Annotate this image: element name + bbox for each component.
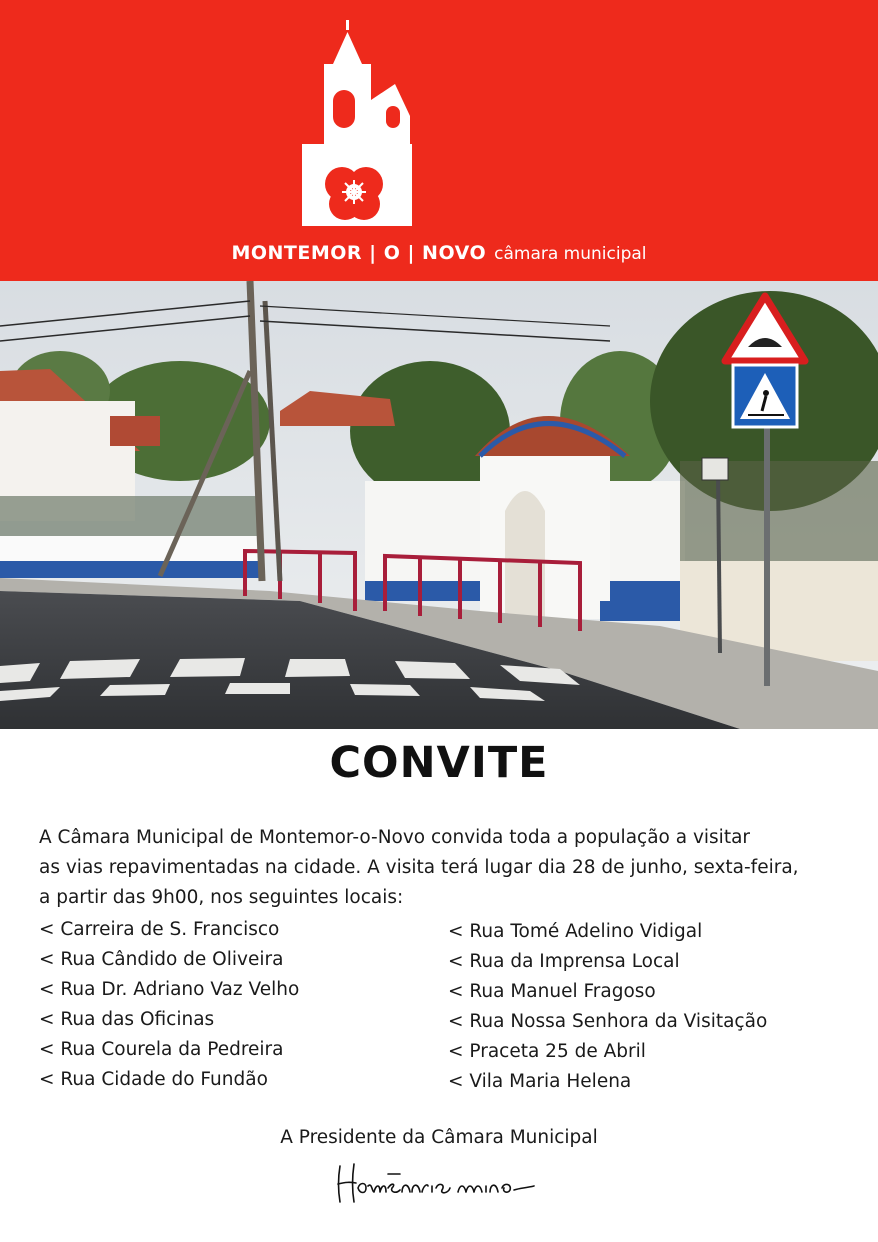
list-item: < Rua da Imprensa Local bbox=[448, 951, 680, 972]
header-banner bbox=[0, 0, 878, 281]
invitation-intro bbox=[39, 823, 859, 913]
locations-list-left bbox=[39, 915, 299, 1095]
list-item: < Rua Courela da Pedreira bbox=[39, 1039, 284, 1060]
list-item: < Carreira de S. Francisco bbox=[39, 919, 280, 940]
invitation-title: CONVITE bbox=[329, 738, 549, 788]
president-title: A Presidente da Câmara Municipal bbox=[280, 1127, 598, 1148]
list-item: < Praceta 25 de Abril bbox=[448, 1041, 646, 1062]
brand-subtitle: câmara municipal bbox=[494, 244, 647, 264]
list-item: < Rua das Oficinas bbox=[39, 1009, 215, 1030]
intro-line: a partir das 9h00, nos seguintes locais: bbox=[39, 887, 404, 908]
list-item: < Rua Tomé Adelino Vidigal bbox=[448, 921, 703, 942]
locations-list-right bbox=[448, 917, 767, 1097]
handwritten-signature bbox=[330, 1158, 550, 1208]
brand-line bbox=[0, 242, 878, 264]
list-item: < Rua Cidade do Fundão bbox=[39, 1069, 268, 1090]
church-logo-icon bbox=[300, 20, 414, 226]
list-item: < Rua Dr. Adriano Vaz Velho bbox=[39, 979, 300, 1000]
brand-name: MONTEMOR | O | NOVO bbox=[231, 242, 487, 264]
list-item: < Rua Nossa Senhora da Visitação bbox=[448, 1011, 768, 1032]
intro-line: as vias repavimentadas na cidade. A visita terá lugar dia 28 de junho, sexta-feira, bbox=[39, 857, 799, 878]
street-photo bbox=[0, 281, 878, 729]
list-item: < Rua Cândido de Oliveira bbox=[39, 949, 284, 970]
intro-line: A Câmara Municipal de Montemor-o-Novo convida toda a população a visitar bbox=[39, 827, 751, 848]
list-item: < Vila Maria Helena bbox=[448, 1071, 632, 1092]
list-item: < Rua Manuel Fragoso bbox=[448, 981, 656, 1002]
